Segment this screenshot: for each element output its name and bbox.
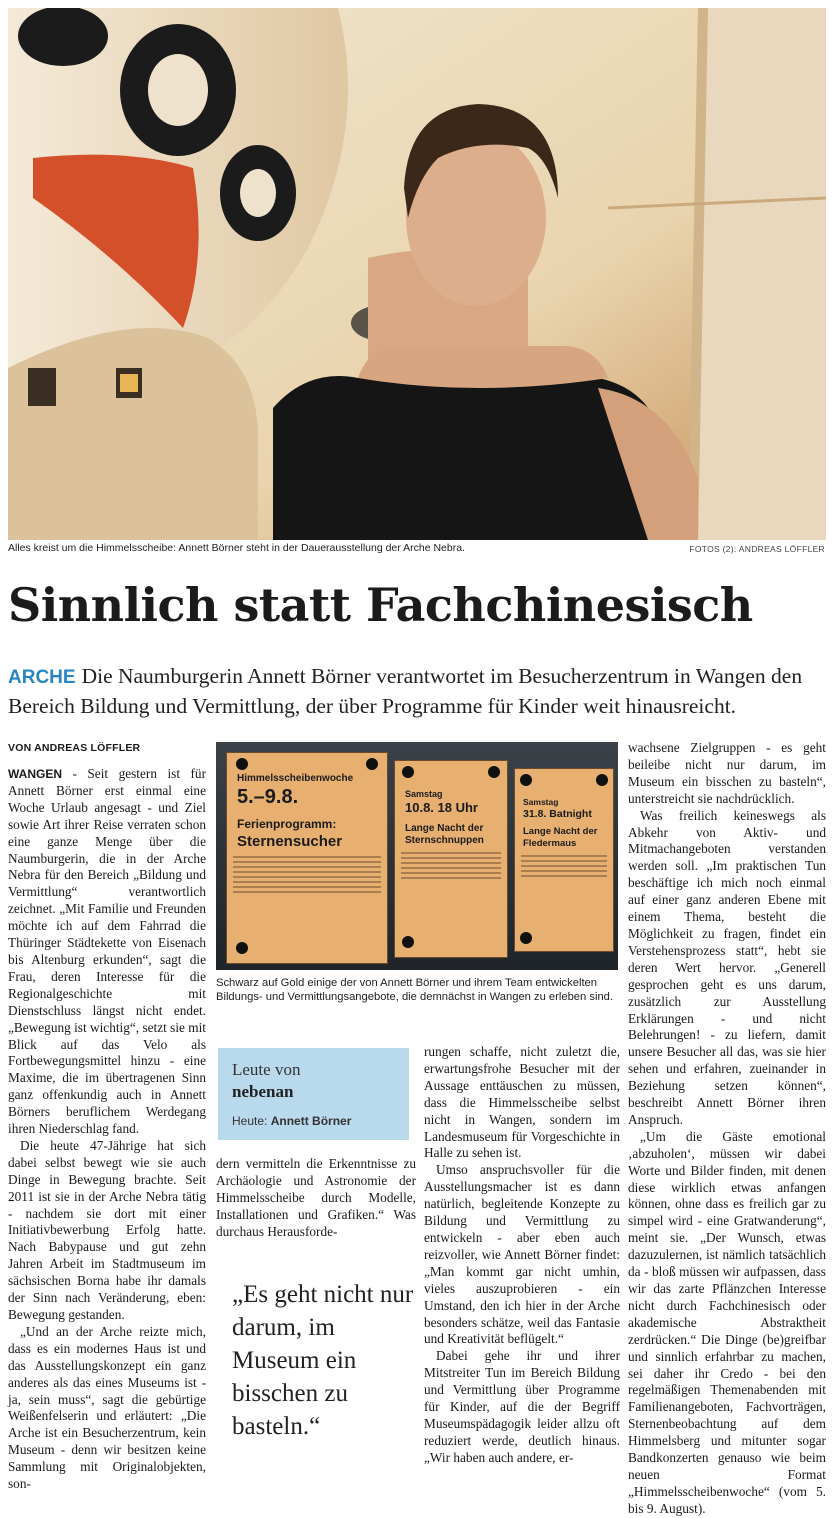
paragraph: rungen schaffe, nicht zuletzt die, erwartungsfrohe Besucher mit der Aussage enttäuschen zu müssen, dass die Himmelsscheibe selbst nicht in Wangen, sondern im Landesmuseum für Vorgeschichte in Halle zu sehen ist. [424,1044,620,1161]
lead-text: Die Naumburgerin Annett Börner verantwortet im Besucherzentrum in Wangen den Bereich Bildung und Vermittlung, der über Programme für Kinder weit hinausreicht. [8,664,803,718]
hero-caption: Alles kreist um die Himmelsscheibe: Annett Börner steht in der Dauerausstellung der Arche Nebra. [8,542,465,554]
paragraph: WANGEN - Seit gestern ist für Annett Börner erst einmal eine Woche Urlaub angesagt - und Ziel sowie Art ihrer Reise verraten schon eine ganze Menge über die Naumburgerin, die in der Arche Nebra für den Bereich „Bildung und Vermittlung“ verantwortlich zeichnet. „Mit Familie und Freunden möchte ich auf dem Fahrrad die Thüringer Städtekette von Eisenach bis Altenburg erkunden“, sagt die Frau, deren Interesse für die Regionalgeschichte mit Dienstschluss längst nicht endet. „Bewegung ist wichtig“, setzt sie mit Blick auf das Velo als Fortbewegungsmittel hinzu - eine Maxime, die im übertragenen Sinn ganz offenkundig auch in Annett Börners beruflichem Werdegang ihren Niederschlag fand. [8,766,206,1137]
poster-3: Samstag 31.8. Batnight Lange Nacht der Fledermaus [514,768,614,952]
hero-photo [8,8,826,540]
paragraph: Umso anspruchsvoller für die Ausstellungsmacher ist es dann natürlich, begleitende Konzepte zu Bildung und Vermittlung zu entwickeln - aber eben auch reizvoller, wie Annett Börner findet: „Man kommt gar nicht umhin, vieles auszuprobieren - ein Umstand, den ich hier in der Arche besonders schätze, weil das Fantasie und Kreativität beflügelt.“ [424,1162,620,1347]
poster-photo-caption: Schwarz auf Gold einige der von Annett Börner und ihrem Team entwickelten Bildungs- und Vermittlungsangebote, die demnächst in Wangen zu erleben sind. [216,977,613,1003]
column-1 [8,766,206,1493]
paragraph: Was freilich keineswegs als Abkehr von Aktiv- und Mitmachangeboten verstanden werden soll. „Im praktischen Tun beschäftige ich mich noch einmal auf einer ganz anderen Ebene mit einem Thema, besteht die Möglichkeit zu fragen, findet ein Verstehensprozess statt“, hebt sie deren Wert hervor. „Generell gesprochen geht es uns darum, zusätzlich zur Ausstellung Erklärungen - und nicht Belehrungen! - zu liefern, damit unsere Besucher all das, was sie hier sehen und erfahren, zueinander in Beziehung setzen können“, beschreibt Annett Börner ihren Anspruch. [628,807,826,1127]
paragraph: Dabei gehe ihr und ihrer Mitstreiter Tun im Bereich Bildung und Vermittlung über Programme für Kinder, auf die der Begriff Museumspädagogik leider allzu oft reduziert werde, deutlich hinaus. „Wir haben auch andere, er- [424,1348,620,1465]
series-box [218,1048,409,1140]
lead-paragraph [8,662,830,721]
paragraph: „Um die Gäste emotional ‚abzuholen‘, müssen wir dabei Worte und Bilder finden, mit denen diese wirklich etwas anfangen können, ohne dass es freilich gar zu simpel wird - eine Gratwanderung“, meint sie. „Der Wunsch, etwas dazuzulernen, ist nämlich tatsächlich da - bloß müssen wir aufpassen, dass wir das zarte Pflänzchen Interesse nicht durch Fachchinesisch oder akademische Abstraktheit zerdrücken.“ Die Dinge (be)greifbar und sinnlich erfahrbar zu machen, sei daher ihr Credo - bei den regelmäßigen Themenabenden mit Familienangeboten, Fachvorträgen, Sternenbeobachtung auf dem Himmelsberg und mitunter sogar Bandkonzerten genauso wie beim neuen Format „Himmelsscheibenwoche“ (vom 5. bis 9. August). [628,1128,826,1516]
poster-photo [216,742,618,970]
column-2 [216,1156,416,1241]
hero-photo-image [8,8,826,540]
series-title-line2: nebenan [232,1082,294,1101]
paragraph: „Und an der Arche reizte mich, dass es ein modernes Haus ist und das Ausstellungskonzept ein ganz anderes als das eines Museums ist - ja, sein muss“, sagt die gebürtige Weißenfelserin und erläutert: „Die Arche ist ein Besucherzentrum, kein Museum - denn wir besitzen keine Sammlung mit Originalobjekten, son- [8,1323,206,1492]
kicker: ARCHE [8,667,76,688]
photo-credit: FOTOS (2): ANDREAS LÖFFLER [689,544,825,554]
byline: VON ANDREAS LÖFFLER [8,742,141,754]
paragraph: Die heute 47-Jährige hat sich dabei selbst bewegt wie sie auch Dinge in Bewegung brachte. Seit 2011 ist sie in der Arche Nebra tätig - nachdem sie dort mit einer Initiativbewerbung Erfolg hatte. Nach Babypause und gut zehn Jahren Arbeit im Stadtmuseum im sächsischen Borna habe ihr damals der Sinn nach Veränderung, eben: Bewegung gestanden. [8,1137,206,1322]
dateline: WANGEN [8,767,62,781]
paragraph: wachsene Zielgruppen - es geht beileibe nicht nur darum, im Museum ein bisschen zu basteln“, unterstreicht sie nachdrücklich. [628,740,826,806]
series-subtitle: Heute: Annett Börner [232,1114,352,1128]
column-4 [628,740,826,1518]
poster-1: Himmelsscheibenwoche 5.–9.8. Ferienprogramm: Sternensucher [226,752,388,964]
poster-2: Samstag 10.8. 18 Uhr Lange Nacht der Sternschnuppen [394,760,508,958]
column-3 [424,1044,620,1467]
pull-quote: „Es geht nicht nur darum, im Museum ein bisschen zu basteln.“ [232,1281,414,1440]
paragraph: dern vermitteln die Erkenntnisse zu Archäologie und Astronomie der Himmelsscheibe durch Modelle, Installationen und Grafiken.“ Was durchaus Herausforde- [216,1156,416,1239]
series-title-line1: Leute von [232,1060,301,1079]
headline: Sinnlich statt Fachchinesisch [8,578,753,632]
